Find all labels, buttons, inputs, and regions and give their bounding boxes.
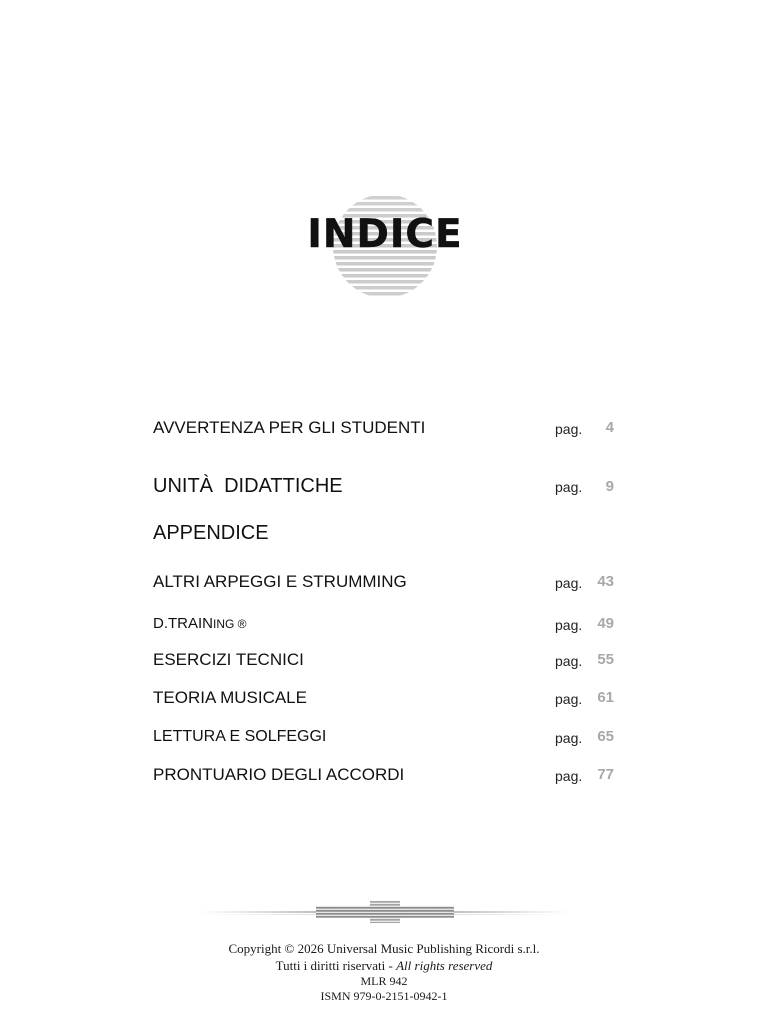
toc-entry-prontuario[interactable] bbox=[153, 765, 618, 795]
toc-label: PRONTUARIO DEGLI ACCORDI bbox=[153, 765, 405, 784]
toc-pag-label: pag. bbox=[555, 653, 583, 669]
toc-label bbox=[153, 615, 247, 632]
toc-label: ALTRI ARPEGGI E STRUMMING bbox=[153, 572, 407, 591]
toc-pag-label: pag. bbox=[555, 479, 583, 495]
section-heading: APPENDICE bbox=[153, 522, 269, 544]
toc-label-smallcaps: ING ® bbox=[213, 617, 247, 631]
toc-page-number: 77 bbox=[597, 766, 614, 783]
toc-page-number: 43 bbox=[597, 573, 614, 590]
rights-text-it: Tutti i diritti riservati - bbox=[275, 958, 397, 973]
copyright-block bbox=[184, 940, 584, 1004]
toc-entry-teoria[interactable] bbox=[153, 688, 618, 718]
page-title: INDICE bbox=[307, 212, 463, 257]
toc-label: TEORIA MUSICALE bbox=[153, 688, 307, 707]
toc-page-number: 65 bbox=[597, 728, 614, 745]
toc-page-number: 4 bbox=[605, 419, 614, 436]
toc-page-number: 49 bbox=[597, 615, 614, 632]
toc-label: ESERCIZI TECNICI bbox=[153, 650, 304, 669]
toc-entry-unita-didattiche[interactable] bbox=[153, 475, 618, 505]
toc-pag-label: pag. bbox=[555, 575, 583, 591]
toc-label: LETTURA E SOLFEGGI bbox=[153, 728, 327, 745]
toc-page-number: 55 bbox=[597, 651, 614, 668]
rights-text-en: All rights reserved bbox=[396, 958, 493, 973]
toc-label: UNITÀ DIDATTICHE bbox=[153, 475, 343, 497]
ismn-code: ISMN 979-0-2151-0942-1 bbox=[320, 989, 448, 1003]
catalog-number: MLR 942 bbox=[360, 974, 408, 988]
title-block bbox=[290, 190, 480, 302]
divider-ornament bbox=[200, 898, 570, 926]
toc-entry-arpeggi[interactable] bbox=[153, 572, 618, 602]
toc-pag-label: pag. bbox=[555, 617, 583, 633]
toc-entry-dtraining[interactable] bbox=[153, 614, 618, 644]
toc-label-main: D.TRAIN bbox=[153, 615, 213, 632]
toc-pag-label: pag. bbox=[555, 730, 583, 746]
toc-section-appendice bbox=[153, 522, 618, 552]
toc-pag-label: pag. bbox=[555, 768, 583, 784]
toc-pag-label: pag. bbox=[555, 421, 583, 437]
toc-pag-label: pag. bbox=[555, 691, 583, 707]
toc-entry-lettura[interactable] bbox=[153, 727, 618, 757]
copyright-line: Copyright © 2026 Universal Music Publishing Ricordi s.r.l. bbox=[228, 941, 540, 956]
toc-label: AVVERTENZA PER GLI STUDENTI bbox=[153, 418, 426, 437]
toc-entry-esercizi[interactable] bbox=[153, 650, 618, 680]
toc-page-number: 61 bbox=[597, 689, 614, 706]
toc-page-number: 9 bbox=[605, 478, 614, 495]
rights-line bbox=[184, 957, 584, 974]
toc-entry-avvertenza[interactable] bbox=[153, 418, 618, 448]
